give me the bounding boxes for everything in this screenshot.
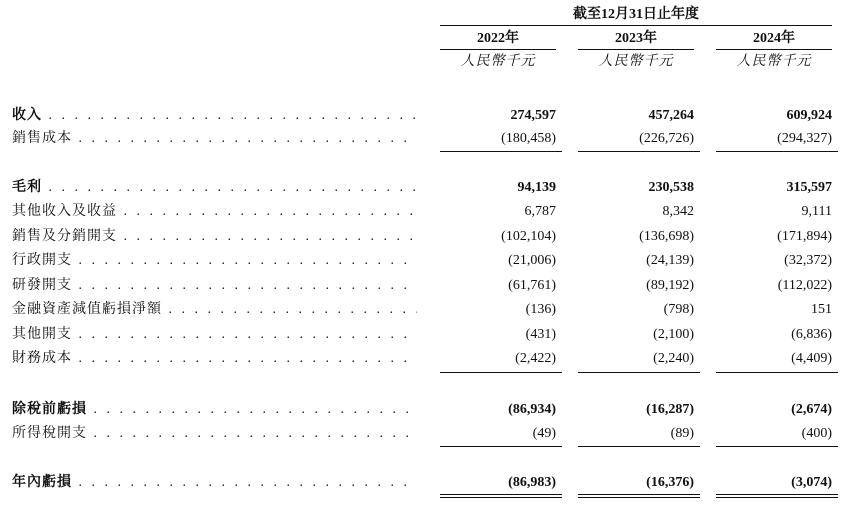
row-label: 行政開支 . . . xyxy=(12,249,417,273)
row-loss-before-tax xyxy=(0,398,843,422)
value-2024: (4,409) xyxy=(791,351,832,366)
year-underline xyxy=(716,49,832,50)
year-header-2024: 2024年 xyxy=(753,31,795,46)
unit-label: 人民幣千元 xyxy=(460,54,536,69)
row-label: 銷售成本 . . . xyxy=(12,127,417,151)
value-2022: (180,458) xyxy=(501,131,556,146)
row-loss-for-year xyxy=(0,471,843,495)
value-2023: (16,287) xyxy=(646,402,694,417)
year-header-2023: 2023年 xyxy=(615,31,657,46)
value-2022: (136) xyxy=(525,302,556,317)
year-header-2022: 2022年 xyxy=(477,31,519,46)
value-2023: (2,100) xyxy=(653,327,694,342)
value-2024: (32,372) xyxy=(784,253,832,268)
row-label: 年內虧損 . . . xyxy=(12,471,417,495)
subtotal-rule xyxy=(440,446,562,447)
row-finance-costs xyxy=(0,347,843,371)
row-administrative xyxy=(0,249,843,273)
value-2024: (6,836) xyxy=(791,327,832,342)
subtotal-rule xyxy=(578,446,700,447)
value-2024: (294,327) xyxy=(777,131,832,146)
value-2024: (112,022) xyxy=(777,278,832,293)
row-label: 研發開支 . . . xyxy=(12,274,417,298)
row-label: 毛利 . . . xyxy=(12,176,417,200)
row-label: 除稅前虧損 . . . xyxy=(12,398,417,422)
value-2022: (86,934) xyxy=(508,402,556,417)
value-2023: (226,726) xyxy=(639,131,694,146)
row-label: 收入 . . . xyxy=(12,104,417,128)
value-2024: 9,111 xyxy=(801,204,832,219)
value-2024: 151 xyxy=(811,302,832,317)
row-research-development xyxy=(0,274,843,298)
value-2022: 94,139 xyxy=(517,180,556,195)
value-2023: (24,139) xyxy=(646,253,694,268)
value-2023: (16,376) xyxy=(646,475,694,490)
total-double-rule xyxy=(716,494,838,498)
value-2023: (89) xyxy=(670,426,694,441)
value-2022: (86,983) xyxy=(508,475,556,490)
subtotal-rule xyxy=(716,372,838,373)
value-2024: (3,074) xyxy=(791,475,832,490)
row-label: 所得稅開支 . . . xyxy=(12,422,417,446)
value-2022: (61,761) xyxy=(508,278,556,293)
row-selling-distribution xyxy=(0,225,843,249)
value-2023: 8,342 xyxy=(662,204,694,219)
subtotal-rule xyxy=(440,151,562,152)
value-2022: (49) xyxy=(532,426,556,441)
value-2024: (400) xyxy=(801,426,832,441)
unit-label: 人民幣千元 xyxy=(736,54,812,69)
subtotal-rule xyxy=(578,372,700,373)
row-other-expenses xyxy=(0,323,843,347)
row-label: 金融資產減值虧損淨額 . . . xyxy=(12,298,417,322)
value-2024: (2,674) xyxy=(791,402,832,417)
value-2023: (2,240) xyxy=(653,351,694,366)
value-2022: (21,006) xyxy=(508,253,556,268)
row-cost-of-sales xyxy=(0,127,843,151)
subtotal-rule xyxy=(716,446,838,447)
total-double-rule xyxy=(578,494,700,498)
value-2022: 274,597 xyxy=(510,108,556,123)
year-underline xyxy=(578,49,694,50)
subtotal-rule xyxy=(578,151,700,152)
value-2024: (171,894) xyxy=(777,229,832,244)
row-income-tax xyxy=(0,422,843,446)
row-revenue xyxy=(0,104,843,128)
row-impairment-financial-assets xyxy=(0,298,843,322)
value-2023: (798) xyxy=(663,302,694,317)
row-gross-profit xyxy=(0,176,843,200)
value-2023: 457,264 xyxy=(648,108,694,123)
value-2024: 609,924 xyxy=(786,108,832,123)
value-2024: 315,597 xyxy=(786,180,832,195)
row-label: 銷售及分銷開支 . . . xyxy=(12,225,417,249)
period-heading: 截至12月31日止年度 xyxy=(573,7,699,22)
period-underline xyxy=(440,25,832,26)
value-2022: (431) xyxy=(525,327,556,342)
row-other-income xyxy=(0,200,843,224)
value-2023: 230,538 xyxy=(648,180,694,195)
unit-label: 人民幣千元 xyxy=(598,54,674,69)
year-underline xyxy=(440,49,556,50)
value-2023: (136,698) xyxy=(639,229,694,244)
value-2022: (102,104) xyxy=(501,229,556,244)
value-2022: 6,787 xyxy=(524,204,556,219)
value-2023: (89,192) xyxy=(646,278,694,293)
row-label: 財務成本 . . . xyxy=(12,347,417,371)
value-2022: (2,422) xyxy=(515,351,556,366)
row-label: 其他開支 . . . xyxy=(12,323,417,347)
total-double-rule xyxy=(440,494,562,498)
row-label: 其他收入及收益 . . . xyxy=(12,200,417,224)
subtotal-rule xyxy=(716,151,838,152)
subtotal-rule xyxy=(440,372,562,373)
